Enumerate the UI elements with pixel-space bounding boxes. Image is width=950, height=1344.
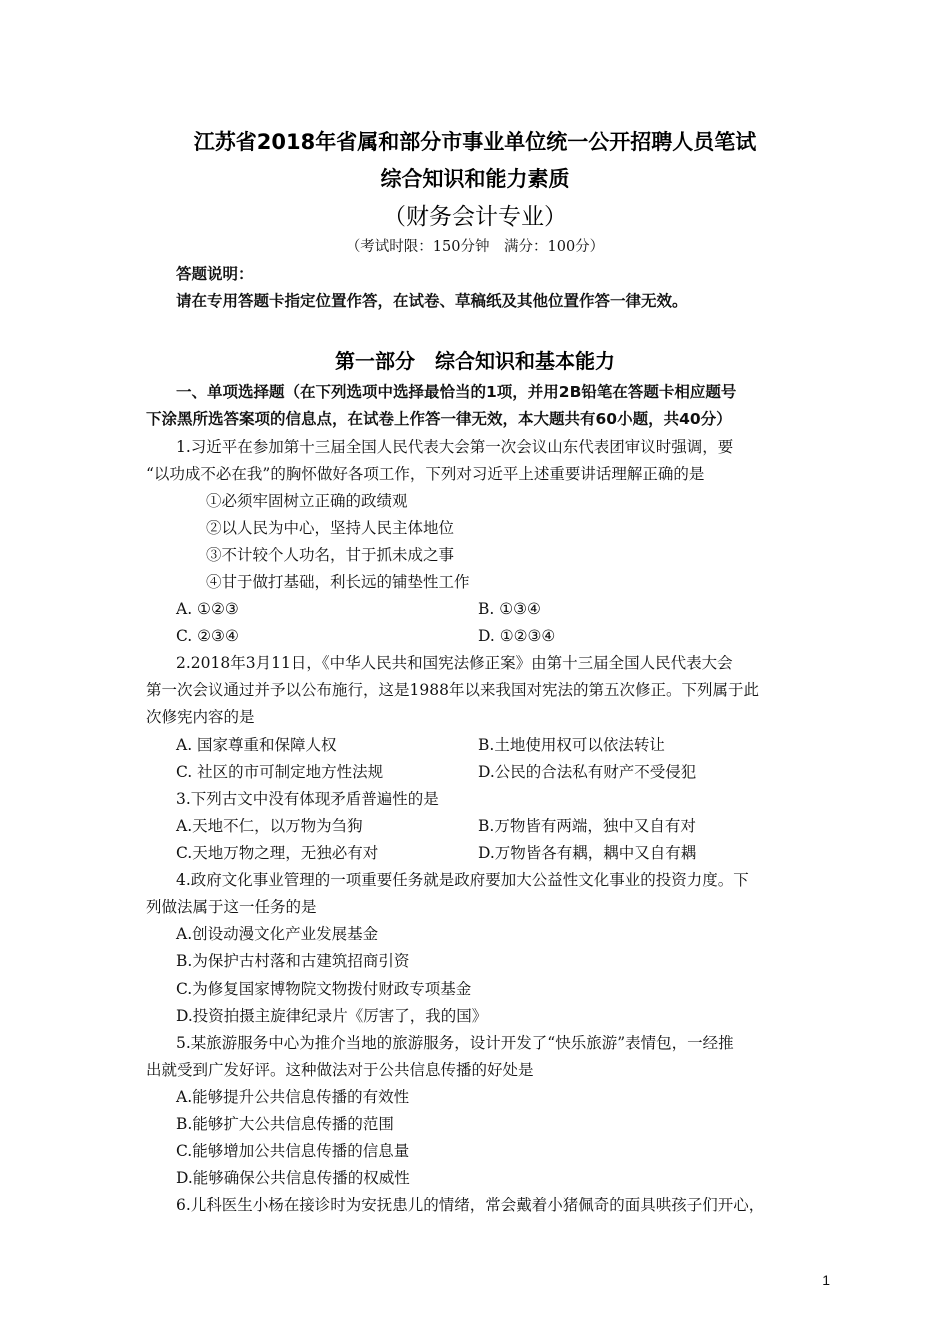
q5-stem-line2: 出就受到广发好评。这种做法对于公共信息传播的好处是	[146, 1061, 534, 1079]
q1-item-4: ④甘于做打基础，利长远的铺垫性工作	[206, 573, 470, 591]
q4-option-d: D.投资拍摄主旋律纪录片《厉害了，我的国》	[176, 1007, 488, 1025]
q1-option-c: C. ②③④	[176, 627, 239, 645]
q2-stem-line2: 第一次会议通过并予以公布施行，这是1988年以来我国对宪法的第五次修正。下列属于此	[146, 681, 759, 699]
q5-option-d: D.能够确保公共信息传播的权威性	[176, 1169, 410, 1187]
exam-title: 江苏省2018年省属和部分市事业单位统一公开招聘人员笔试	[193, 130, 757, 154]
q3-option-b: B.万物皆有两端，独中又自有对	[478, 817, 696, 835]
q6-stem-line1: 6.儿科医生小杨在接诊时为安抚患儿的情绪，常会戴着小猪佩奇的面具哄孩子们开心，	[176, 1196, 765, 1214]
q1-option-d: D. ①②③④	[478, 627, 556, 645]
q3-option-a: A.天地不仁，以万物为刍狗	[176, 817, 363, 835]
q1-option-a: A. ①②③	[176, 600, 239, 618]
section-heading-line1: 一、单项选择题（在下列选项中选择最恰当的1项，并用2B铅笔在答题卡相应题号	[176, 383, 737, 401]
section-heading-line2: 下涂黑所选答案项的信息点，在试卷上作答一律无效，本大题共有60小题，共40分）	[146, 410, 732, 428]
q3-option-c: C.天地万物之理，无独必有对	[176, 844, 379, 862]
exam-info: （考试时限：150分钟 满分：100分）	[345, 239, 605, 255]
instructions-text: 请在专用答题卡指定位置作答，在试卷、草稿纸及其他位置作答一律无效。	[176, 292, 688, 310]
q4-stem-line1: 4.政府文化事业管理的一项重要任务就是政府要加大公益性文化事业的投资力度。下	[176, 871, 749, 889]
q5-stem-line1: 5.某旅游服务中心为推介当地的旅游服务，设计开发了“快乐旅游”表情包，一经推	[176, 1034, 734, 1052]
q3-option-d: D.万物皆各有耦，耦中又自有耦	[478, 844, 697, 862]
q5-option-c: C.能够增加公共信息传播的信息量	[176, 1142, 410, 1160]
q2-stem-line1: 2.2018年3月11日，《中华人民共和国宪法修正案》由第十三届全国人民代表大会	[176, 654, 733, 672]
instructions-label: 答题说明：	[176, 265, 254, 283]
q2-option-b: B.土地使用权可以依法转让	[478, 736, 665, 754]
q5-option-b: B.能够扩大公共信息传播的范围	[176, 1115, 394, 1133]
q2-option-d: D.公民的合法私有财产不受侵犯	[478, 763, 697, 781]
q3-stem-line1: 3.下列古文中没有体现矛盾普遍性的是	[176, 790, 439, 808]
q4-stem-line2: 列做法属于这一任务的是	[146, 898, 317, 916]
exam-major: （财务会计专业）	[383, 204, 567, 230]
part-title: 第一部分 综合知识和基本能力	[335, 349, 615, 373]
page-number: 1	[822, 1272, 830, 1288]
q5-option-a: A.能够提升公共信息传播的有效性	[176, 1088, 410, 1106]
q1-item-1: ①必须牢固树立正确的政绩观	[206, 492, 408, 510]
q1-stem-line2: “以功成不必在我”的胸怀做好各项工作，下列对习近平上述重要讲话理解正确的是	[146, 465, 705, 483]
q4-option-a: A.创设动漫文化产业发展基金	[176, 925, 379, 943]
q4-option-b: B.为保护古村落和古建筑招商引资	[176, 952, 410, 970]
q2-stem-line3: 次修宪内容的是	[146, 708, 255, 726]
q1-item-3: ③不计较个人功名，甘于抓未成之事	[206, 546, 455, 564]
q1-item-2: ②以人民为中心，坚持人民主体地位	[206, 519, 455, 537]
q2-option-c: C. 社区的市可制定地方性法规	[176, 763, 384, 781]
exam-subtitle: 综合知识和能力素质	[380, 167, 570, 191]
q2-option-a: A. 国家尊重和保障人权	[176, 736, 337, 754]
q1-stem-line1: 1.习近平在参加第十三届全国人民代表大会第一次会议山东代表团审议时强调，要	[176, 438, 734, 456]
q4-option-c: C.为修复国家博物院文物拨付财政专项基金	[176, 980, 472, 998]
q1-option-b: B. ①③④	[478, 600, 541, 618]
